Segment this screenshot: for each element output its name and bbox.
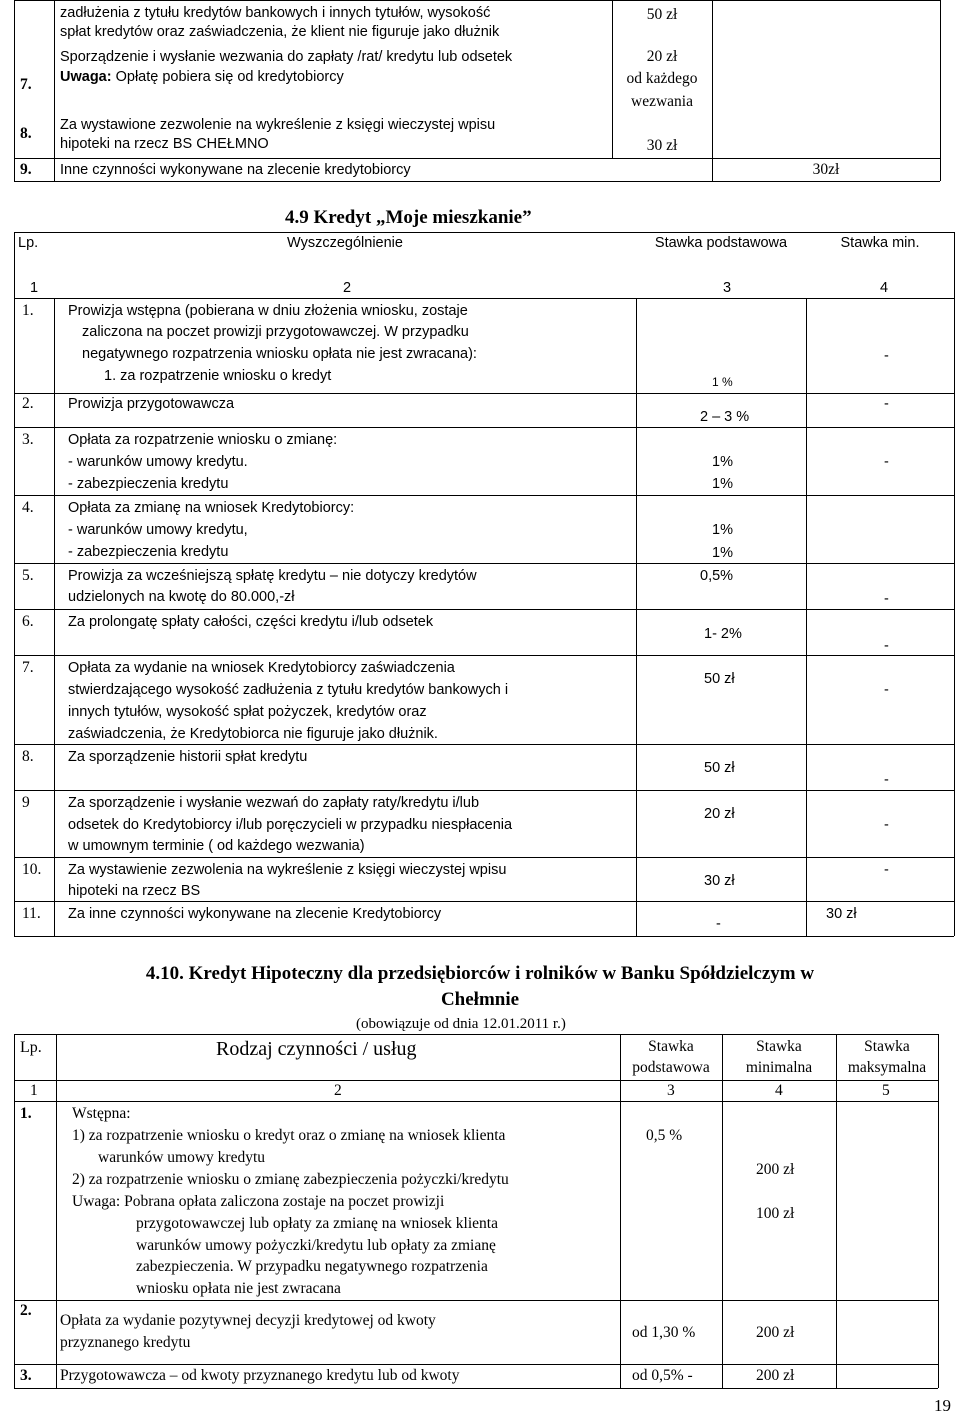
r3-line3: - zabezpieczenia kredytu <box>68 476 229 492</box>
r5-min-rate: - <box>884 591 889 607</box>
colnum-3: 3 <box>667 1082 675 1099</box>
r4-number: 4. <box>22 499 34 516</box>
r1-heading: Wstępna: <box>72 1105 131 1122</box>
r9-line1: Za sporządzenie i wysłanie wezwań do zapłaty raty/kredytu i/lub <box>68 795 480 811</box>
row8-value: 30 zł <box>646 137 678 154</box>
r1-line4: 1. za rozpatrzenie wniosku o kredyt <box>104 368 332 384</box>
row6-desc-line1: zadłużenia z tytułu kredytów bankowych i innych tytułów, wysokość <box>60 5 491 21</box>
r4-line2: - warunków umowy kredytu, <box>68 522 248 538</box>
r3-base-rate-1: 1% <box>712 454 733 470</box>
r1-min-rate: - <box>884 348 889 364</box>
colnum-1: 1 <box>30 280 39 296</box>
r3-number: 3. <box>22 431 34 448</box>
r1-number: 1. <box>20 1105 32 1122</box>
r11-line1: Za inne czynności wykonywane na zlecenie Kredytobiorcy <box>68 906 442 922</box>
r9-min-rate: - <box>884 817 889 833</box>
colnum-2: 2 <box>343 280 352 296</box>
r5-line1: Prowizja za wcześniejszą spłatę kredytu – nie dotyczy kredytów <box>68 568 477 584</box>
r7-min-rate: - <box>884 682 889 698</box>
r8-base-rate: 50 zł <box>704 760 735 776</box>
r2-number: 2. <box>22 395 34 412</box>
r1-note-label: Uwaga: <box>72 1193 121 1210</box>
r7-number: 7. <box>22 659 34 676</box>
r1-note-line3: warunków umowy pożyczki/kredytu lub opłaty za zmianę <box>136 1237 496 1254</box>
header-min-rate-line2: minimalna <box>745 1059 813 1076</box>
r1-note <box>72 1192 444 1212</box>
r9-base-rate: 20 zł <box>704 806 735 822</box>
header-base-rate-line1: Stawka <box>648 1038 694 1055</box>
r1-base-rate: 0,5 % <box>646 1127 683 1144</box>
row6-desc-line2: spłat kredytów oraz zaświadczenia, że klient nie figuruje jako dłużnik <box>60 24 500 40</box>
r1-line1: Prowizja wstępna (pobierana w dniu złożenia wniosku, zostaje <box>68 303 468 319</box>
r7-line1: Opłata za wydanie na wniosek Kredytobiorcy zaświadczenia <box>68 660 455 676</box>
colnum-4: 4 <box>775 1082 783 1099</box>
header-lp: Lp. <box>20 1039 42 1056</box>
r10-number: 10. <box>22 861 42 878</box>
row9-desc: Inne czynności wykonywane na zlecenie kredytobiorcy <box>60 162 411 178</box>
r1-note-line4: zabezpieczenia. W przypadku negatywnego rozpatrzenia <box>136 1258 488 1275</box>
header-max-rate-line1: Stawka <box>864 1038 910 1055</box>
r8-line1: Za sporządzenie historii spłat kredytu <box>68 749 308 765</box>
r1-note-line2: przygotowawczej lub opłaty za zmianę na wniosek klienta <box>136 1215 498 1232</box>
r7-line2: stwierdzającego wysokość zadłużenia z tytułu kredytów bankowych i <box>68 682 509 698</box>
header-base-rate: Stawka podstawowa <box>654 235 788 251</box>
r2-base-rate: 2 – 3 % <box>700 409 750 425</box>
row7-note-text: Opłatę pobiera się od kredytobiorcy <box>111 69 344 85</box>
row9-number: 9. <box>20 161 32 178</box>
r2-line1: Prowizja przygotowawcza <box>68 396 235 412</box>
header-min-rate-line1: Stawka <box>756 1038 802 1055</box>
row7-value-note2: wezwania <box>631 93 693 110</box>
r10-base-rate: 30 zł <box>704 873 735 889</box>
r6-line1: Za prolongatę spłaty całości, części kredytu i/lub odsetek <box>68 614 434 630</box>
r7-base-rate: 50 zł <box>704 671 735 687</box>
r7-line3: innych tytułów, wysokość spłat pożyczek, kredytów oraz <box>68 704 427 720</box>
r2-min-rate: - <box>884 396 889 412</box>
r4-base-rate-1: 1% <box>712 522 733 538</box>
r1-min-rate-1: 200 zł <box>756 1161 795 1178</box>
row6-value: 50 zł <box>646 6 678 23</box>
r4-line3: - zabezpieczenia kredytu <box>68 544 229 560</box>
header-min-rate: Stawka min. <box>840 235 920 251</box>
r1-line2: zaliczona na poczet prowizji przygotowawczej. W przypadku <box>82 324 469 340</box>
r5-number: 5. <box>22 567 34 584</box>
r3-line1: Przygotowawcza – od kwoty przyznanego kredytu lub od kwoty <box>60 1367 460 1384</box>
r11-base-rate: - <box>716 916 721 932</box>
r10-line1: Za wystawienie zezwolenia na wykreślenie z księgi wieczystej wpisu <box>68 862 507 878</box>
colnum-1: 1 <box>30 1082 38 1099</box>
r4-base-rate-2: 1% <box>712 545 733 561</box>
r3-base-rate: od 0,5% - <box>632 1367 693 1384</box>
r3-number: 3. <box>20 1367 32 1384</box>
r6-number: 6. <box>22 613 34 630</box>
r10-min-rate: - <box>884 862 889 878</box>
r2-min-rate: 200 zł <box>756 1324 795 1341</box>
row7-desc-line1: Sporządzenie i wysłanie wezwania do zapłaty /rat/ kredytu lub odsetek <box>60 49 513 65</box>
r1-base-rate: 1 % <box>712 375 733 389</box>
header-lp: Lp. <box>18 235 39 251</box>
r3-base-rate-2: 1% <box>712 476 733 492</box>
row8-desc-line2: hipoteki na rzecz BS CHEŁMNO <box>60 136 269 152</box>
row7-number: 7. <box>20 76 32 93</box>
r9-number: 9 <box>22 794 30 811</box>
r9-line2: odsetek do Kredytobiorcy i/lub poręczycieli w przypadku niespłacenia <box>68 817 513 833</box>
page-number: 19 <box>934 1396 951 1415</box>
r3-line2: - warunków umowy kredytu. <box>68 454 248 470</box>
r2-number: 2. <box>20 1302 32 1319</box>
colnum-3: 3 <box>723 280 732 296</box>
r8-min-rate: - <box>884 772 889 788</box>
colnum-2: 2 <box>334 1082 342 1099</box>
r1-line3: negatywnego rozpatrzenia wniosku opłata nie jest zwracana): <box>82 346 477 362</box>
header-base-rate-line2: podstawowa <box>632 1059 710 1076</box>
r4-line1: Opłata za zmianę na wniosek Kredytobiorcy: <box>68 500 355 516</box>
row8-desc-line1: Za wystawione zezwolenie na wykreślenie z księgi wieczystej wpisu <box>60 117 496 133</box>
r7-line4: zaświadczenia, że Kredytobiorca nie figuruje jako dłużnik. <box>68 726 438 742</box>
section-4-10-subtitle: (obowiązuje od dnia 12.01.2011 r.) <box>356 1016 566 1032</box>
section-4-10-title-line1: 4.10. Kredyt Hipoteczny dla przedsiębiorców i rolników w Banku Spółdzielczym w <box>145 963 815 984</box>
r1-note-text: Pobrana opłata zaliczona zostaje na poczet prowizji <box>120 1193 445 1210</box>
r2-line1: Opłata za wydanie pozytywnej decyzji kredytowej od kwoty <box>60 1312 436 1329</box>
r5-base-rate: 0,5% <box>700 568 734 584</box>
r1-line1: 1) za rozpatrzenie wniosku o kredyt oraz o zmianę na wniosek klienta <box>72 1127 506 1144</box>
row7-value-note1: od każdego <box>626 70 698 87</box>
row7-note <box>60 67 344 87</box>
r8-number: 8. <box>22 748 34 765</box>
r9-line3: w umownym terminie ( od każdego wezwania) <box>68 838 365 854</box>
r1-line2: warunków umowy kredytu <box>98 1149 266 1166</box>
r11-min-rate: 30 zł <box>826 906 857 922</box>
r1-line3: 2) za rozpatrzenie wniosku o zmianę zabezpieczenia pożyczki/kredytu <box>72 1171 509 1188</box>
section-4-9-title: 4.9 Kredyt „Moje mieszkanie” <box>285 207 532 228</box>
r3-min-rate: - <box>884 454 889 470</box>
r2-base-rate: od 1,30 % <box>632 1324 696 1341</box>
colnum-5: 5 <box>882 1082 890 1099</box>
section-4-10-title-line2: Chełmnie <box>440 989 520 1010</box>
row9-value: 30zł <box>812 161 840 178</box>
header-max-rate-line2: maksymalna <box>847 1059 927 1076</box>
r1-number: 1. <box>22 302 34 319</box>
r6-min-rate: - <box>884 638 889 654</box>
row7-note-label: Uwaga: <box>60 69 112 85</box>
r3-min-rate: 200 zł <box>756 1367 795 1384</box>
r6-base-rate: 1- 2% <box>704 626 742 642</box>
r3-line1: Opłata za rozpatrzenie wniosku o zmianę: <box>68 432 338 448</box>
row8-number: 8. <box>20 125 32 142</box>
header-specification: Wyszczególnienie <box>287 235 403 251</box>
header-service-kind: Rodzaj czynności / usług <box>216 1038 417 1060</box>
r10-line2: hipoteki na rzecz BS <box>68 883 201 899</box>
row7-value: 20 zł <box>646 48 678 65</box>
r1-min-rate-2: 100 zł <box>756 1205 795 1222</box>
r11-number: 11. <box>22 905 41 922</box>
r5-line2: udzielonych na kwotę do 80.000,-zł <box>68 589 295 605</box>
r1-note-line5: wniosku opłata nie jest zwracana <box>136 1280 341 1297</box>
r2-line2: przyznanego kredytu <box>60 1334 191 1351</box>
colnum-4: 4 <box>880 280 889 296</box>
